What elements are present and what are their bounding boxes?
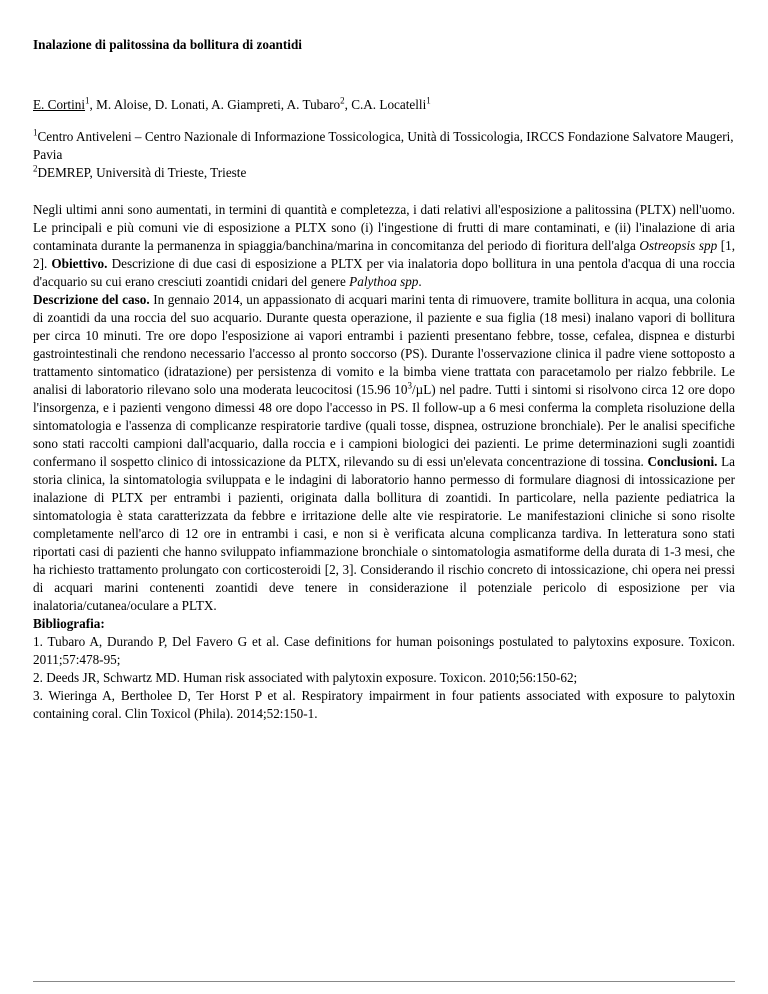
author-sup: 1 bbox=[85, 95, 90, 106]
affiliation-2 bbox=[33, 164, 735, 182]
affiliations bbox=[33, 128, 735, 182]
abstract-body bbox=[33, 201, 735, 615]
obiettivo-text: Descrizione di due casi di esposizione a PLTX per via inalatoria dopo bollitura in una pentola d'acqua di una roccia d'acquario su cui erano cresciuti zoantidi cnidari del genere bbox=[33, 256, 735, 289]
affiliation-text: DEMREP, Università di Trieste, Trieste bbox=[37, 165, 247, 180]
bottom-divider bbox=[33, 981, 735, 982]
exponent-sup: 3 bbox=[407, 380, 412, 391]
affiliation-1 bbox=[33, 128, 735, 164]
caso-text: In gennaio 2014, un appassionato di acquari marini tenta di rimuovere, tramite bollitura in acqua, una colonia di zoantidi da una roccia del suo acquario. Durante questa operazione, il paziente e sua figlia (18 mesi) inalano vapori di bollitura per circa 10 minuti. Tre ore dopo l'esposizione ai vapori entrambi i pazienti presentano febbre, tosse, cefalea, dispnea e disturbi gastrointestinali che rendono necessario l'accesso al pronto soccorso (PS). Durante l'osservazione clinica il padre viene sottoposto a trattamento sintomatico (idratazione) per persistenza di vomito e la bimba viene trattata con paracetamolo per rialzo febbrile. Le analisi di laboratorio rilevano solo una moderata leucocitosi (15.96 10 bbox=[33, 292, 736, 397]
author-list bbox=[33, 96, 735, 114]
intro-text: Negli ultimi anni sono aumentati, in termini di quantità e completezza, i dati relativi all'esposizione a palitossina (PLTX) nell'uomo. Le principali e più comuni vie di esposizione a PLTX sono (i) l'ingestione di frutti di mare contaminati, e (ii) l'inalazione di aria contaminata durante la permanenza in spiaggia/banchina/marina in concomitanza del periodo di fioritura dell'alga bbox=[33, 202, 735, 253]
affiliation-text: Centro Antiveleni – Centro Nazionale di Informazione Tossicologica, Unità di Tossicologia, IRCCS Fondazione Salvatore Maugeri, Pavia bbox=[33, 129, 734, 162]
reference-item: 2. Deeds JR, Schwartz MD. Human risk associated with palytoxin exposure. Toxicon. 2010;56:150-62; bbox=[33, 670, 578, 685]
section-label-caso: Descrizione del caso. bbox=[33, 292, 150, 307]
author-names: , C.A. Locatelli bbox=[344, 97, 427, 112]
obiettivo-text-end: . bbox=[418, 274, 422, 289]
reference-item: 1. Tubaro A, Durando P, Del Favero G et al. Case definitions for human poisonings postulated to palytoxins exposure. Toxicon. 2011;57:478-95; bbox=[33, 634, 735, 667]
affiliation-sup: 1 bbox=[33, 127, 38, 138]
author-sup: 2 bbox=[340, 95, 345, 106]
paper-title: Inalazione di palitossina da bollitura di zoantidi bbox=[33, 37, 302, 52]
conclusioni-text: La storia clinica, la sintomatologia sviluppata e le indagini di laboratorio hanno permesso di formulare diagnosi di intossicazione per inalazione di PLTX per entrambi i pazienti, originata dalla bollitura di zoantidi. In particolare, nella paziente pediatrica la sintomatologia è stata caratterizzata da febbre e irritazione delle alte vie respiratorie. Le manifestazioni cliniche si sono risolte completamente nell'arco di 12 ore in entrambi i casi, e non si è verificata alcuna complicanza tardiva. In letteratura sono stati riportati casi di pazienti che hanno sviluppato infiammazione bronchiale o sintomatologia asmatiforme della durata di 1-3 mesi, che ha richiesto trattamento prolungato con corticosteroidi [2, 3]. Considerando il rischio concreto di intossicazione, chi opera nei pressi di acquari marini contenenti zoantidi deve tenere in considerazione il potenziale pericolo di esposizione per via inalatoria/cutanea/oculare a PLTX. bbox=[33, 454, 735, 613]
section-label-conclusioni: Conclusioni. bbox=[647, 454, 718, 469]
bibliography-heading: Bibliografia: bbox=[33, 616, 105, 631]
intro-text-end: [1, 2]. bbox=[33, 238, 735, 271]
reference-item: 3. Wieringa A, Bertholee D, Ter Horst P et al. Respiratory impairment in four patients associated with exposure to palytoxin containing coral. Clin Toxicol (Phila). 2014;52:150-1. bbox=[33, 688, 735, 721]
author-names: , M. Aloise, D. Lonati, A. Giampreti, A. Tubaro bbox=[89, 97, 341, 112]
species-name: Ostreopsis spp bbox=[639, 238, 718, 253]
author-sup: 1 bbox=[426, 95, 431, 106]
author-corresponding: E. Cortini bbox=[33, 97, 86, 112]
paper-page bbox=[33, 36, 735, 723]
species-name: Palythoa spp bbox=[349, 274, 419, 289]
affiliation-sup: 2 bbox=[33, 163, 38, 174]
caso-text-end: /µL) nel padre. Tutti i sintomi si risolvono circa 12 ore dopo l'insorgenza, e i pazienti vengono dimessi 48 ore dopo l'accesso in PS. Il follow-up a 6 mesi conferma la completa risoluzione della sintomatologia e l'assenza di complicanze respiratorie tardive (quali tosse, dispnea, ostruzione bronchiale). Per le analisi specifiche sono stati raccolti campioni dall'acquario, dalla roccia e i campioni biologici dei pazienti. Le prime determinazioni sugli zoantidi confermano il sospetto clinico di intossicazione da PLTX, rilevando su di essi un'elevata concentrazione di tossina. bbox=[33, 382, 735, 469]
section-label-obiettivo: Obiettivo. bbox=[51, 256, 108, 271]
